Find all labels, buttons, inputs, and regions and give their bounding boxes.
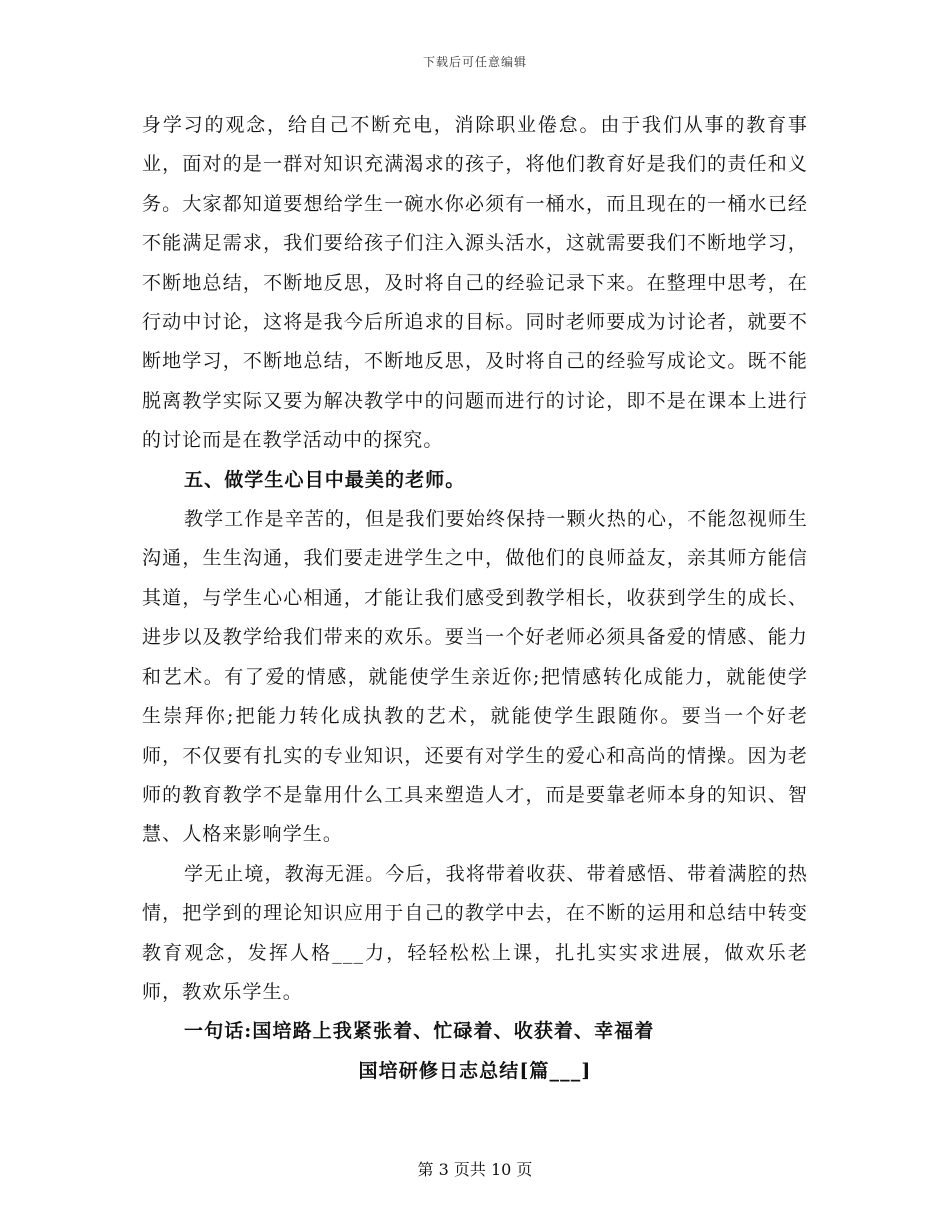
next-section-title: 国培研修日志总结[篇___] [358, 1059, 592, 1082]
paragraph-continuation: 身学习的观念，给自己不断充电，消除职业倦怠。由于我们从事的教育事业，面对的是一群对知识充满渴求的孩子，将他们教育好是我们的责任和义务。大家都知道要想给学生一碗水你必须有一桶水，而且现在的一桶水已经不能满足需求，我们要给孩子们注入源头活水，这就需要我们不断地学习，不断地总结，不断地反思，及时将自己的经验记录下来。在整理中思考，在行动中讨论，这将是我今后所追求的目标。同时老师要成为讨论者，就要不断地学习，不断地总结，不断地反思，及时将自己的经验写成论文。既不能脱离教学实际又要为解决教学中的问题而进行的讨论，即不是在课本上进行的讨论而是在教学活动中的探究。 [142, 114, 808, 452]
section-heading-five: 五、做学生心目中最美的老师。 [184, 468, 466, 491]
page-number-footer: 第 3 页共 10 页 [417, 1160, 533, 1179]
summary-sentence: 一句话:国培路上我紧张着、忙碌着、收获着、幸福着 [184, 1020, 655, 1043]
document-body [142, 106, 808, 1091]
paragraph-teaching-work: 教学工作是辛苦的，但是我们要始终保持一颗火热的心，不能忽视师生沟通，生生沟通，我们要走进学生之中，做他们的良师益友，亲其师方能信其道，与学生心心相通，才能让我们感受到教学相长，收获到学生的成长、进步以及教学给我们带来的欢乐。要当一个好老师必须具备爱的情感、能力和艺术。有了爱的情感，就能使学生亲近你;把情感转化成能力，就能使学生崇拜你;把能力转化成执教的艺术，就能使学生跟随你。要当一个好老师，不仅要有扎实的专业知识，还要有对学生的爱心和高尚的情操。因为老师的教育教学不是靠用什么工具来塑造人才，而是要靠老师本身的知识、智慧、人格来影响学生。 [142, 508, 808, 846]
page-header-note: 下载后可任意编辑 [422, 55, 527, 69]
paragraph-conclusion: 学无止境，教海无涯。今后，我将带着收获、带着感悟、带着满腔的热情，把学到的理论知识应用于自己的教学中去，在不断的运用和总结中转变教育观念，发挥人格___力，轻轻松松上课，扎扎实实求进展，做欢乐老师，教欢乐学生。 [142, 862, 808, 1003]
